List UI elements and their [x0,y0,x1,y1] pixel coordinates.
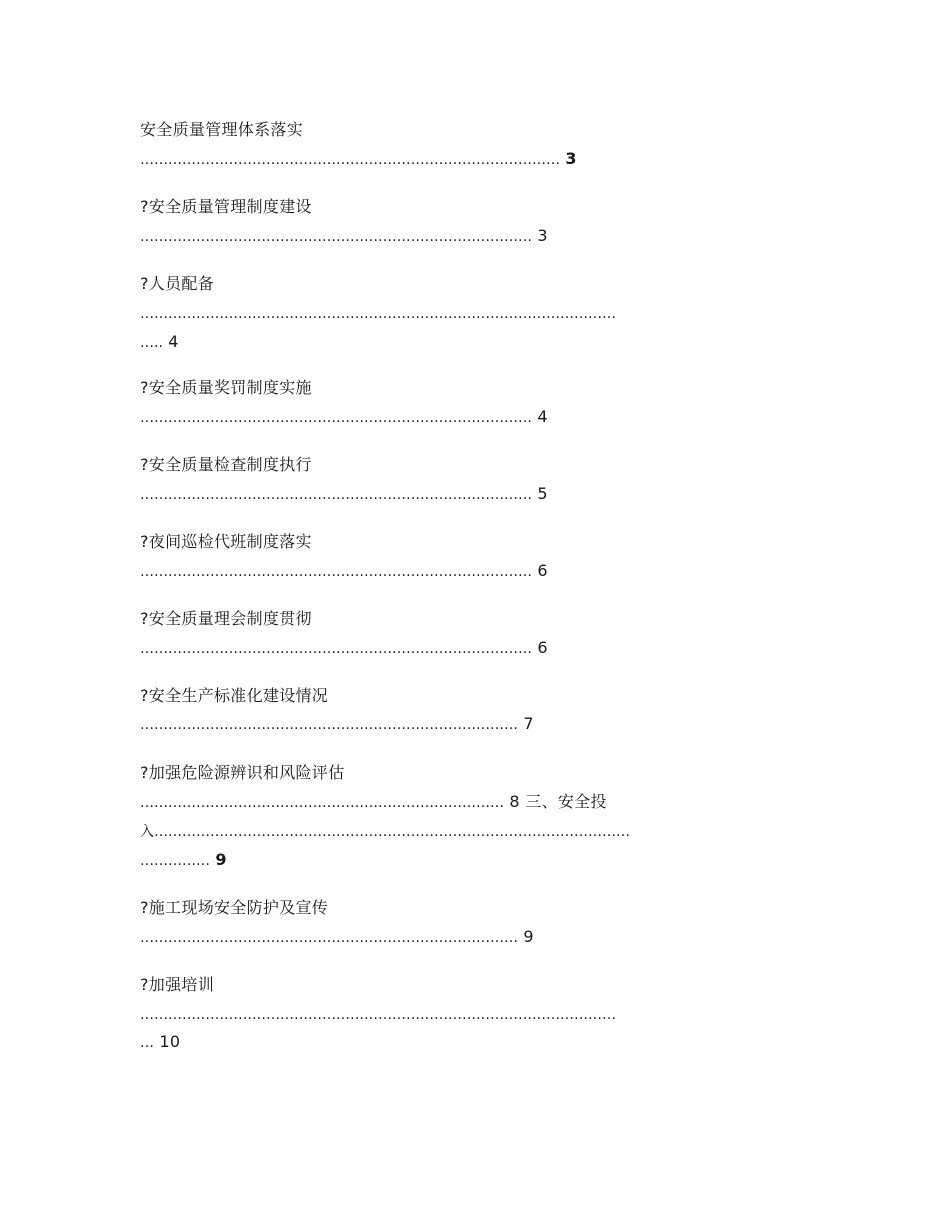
toc-entry-leader-line [140,332,179,353]
page-number: 4 [168,332,179,351]
page-number: 8 [509,792,520,811]
toc-entry-title: ?施工现场安全防护及宣传 [140,898,329,917]
section-heading: 三、安全投 [525,792,607,811]
dot-leader: ………………………………………………………………………………………… [140,306,616,322]
toc-entry-title: ?安全质量检查制度执行 [140,455,312,474]
page-number: 3 [565,149,577,168]
dot-leader: ………………………………………………………………………… [140,564,532,580]
toc-entry-leader-line [140,638,548,659]
page-number: 5 [537,484,548,503]
toc-entry-title: ?安全质量管理制度建设 [140,197,312,216]
toc-entry-title: 安全质量管理体系落实 [140,120,304,139]
page-number: 6 [537,561,548,580]
dot-leader: ….. [140,335,163,351]
toc-entry-leader-line [140,407,548,428]
toc-entry-leader-line [140,226,548,247]
toc-entry-leader-line [140,1004,616,1025]
dot-leader: 入………………………………………………………………………………………… [140,824,630,840]
dot-leader: ………………………………………………………………………… [140,229,532,245]
toc-entry-title: ?人员配备 [140,274,214,293]
dot-leader: ……………………………………………………………………… [140,717,518,733]
toc-entry-leader-line [140,792,607,813]
toc-entry-leader-line [140,303,616,324]
page-number: 7 [523,714,534,733]
dot-leader: ………………………………………………………………………………………… [140,1007,616,1023]
dot-leader: …………… [140,853,210,869]
toc-entry-title: ?安全质量理会制度贯彻 [140,609,312,628]
page-number: 9 [523,927,534,946]
toc-entry-leader-line [140,1032,180,1053]
dot-leader: ……………………………………………………………………… [140,930,518,946]
toc-entry-title: ?安全质量奖罚制度实施 [140,378,312,397]
dot-leader: …………………………………………………………………… [140,795,504,811]
toc-entry-continuation [140,821,630,842]
toc-entry-leader-line [140,714,534,735]
toc-entry-leader-line [140,850,227,871]
dot-leader: ………………………………………………………………………… [140,641,532,657]
toc-entry-leader-line [140,484,548,505]
dot-leader: … [140,1035,154,1051]
toc-entry-title: ?夜间巡检代班制度落实 [140,532,312,551]
toc-entry-title: ?加强培训 [140,975,214,994]
page-number: 10 [159,1032,181,1051]
dot-leader: ………………………………………………………………………… [140,487,532,503]
page-number: 9 [215,850,227,869]
page-number: 6 [537,638,548,657]
toc-entry-title: ?加强危险源辨识和风险评估 [140,763,345,782]
toc-entry-leader-line [140,927,534,948]
dot-leader: ………………………………………………………………………… [140,410,532,426]
toc-entry-title: ?安全生产标准化建设情况 [140,686,329,705]
dot-leader: ……………………………………………………………………………… [140,152,560,168]
toc-entry-leader-line [140,561,548,582]
page-number: 4 [537,407,548,426]
toc-entry-leader-line [140,149,577,170]
page-number: 3 [537,226,548,245]
